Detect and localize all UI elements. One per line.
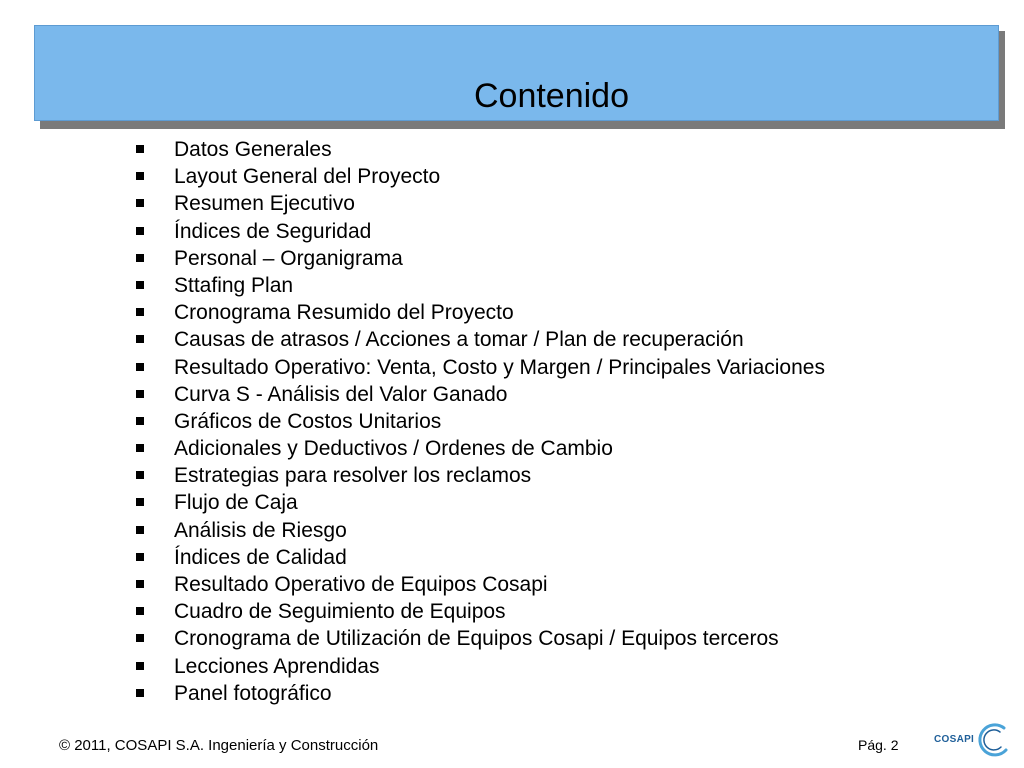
contents-item-label: Cronograma de Utilización de Equipos Cosapi / Equipos terceros	[174, 627, 779, 651]
slide-title: Contenido	[473, 77, 629, 115]
cosapi-logo	[934, 720, 1014, 760]
square-bullet-icon	[136, 634, 144, 642]
contents-item	[136, 245, 825, 272]
contents-item-label: Cuadro de Seguimiento de Equipos	[174, 600, 506, 624]
square-bullet-icon	[136, 498, 144, 506]
contents-item	[136, 462, 825, 489]
square-bullet-icon	[136, 607, 144, 615]
contents-item	[136, 218, 825, 245]
contents-item-label: Cronograma Resumido del Proyecto	[174, 301, 514, 325]
contents-item-label: Índices de Calidad	[174, 545, 347, 569]
square-bullet-icon	[136, 662, 144, 670]
contents-item-label: Estrategias para resolver los reclamos	[174, 464, 532, 488]
contents-item	[136, 163, 825, 190]
contents-item	[136, 136, 825, 163]
contents-item-label: Resumen Ejecutivo	[174, 192, 355, 216]
logo-text: COSAPI	[934, 734, 975, 745]
contents-item-label: Análisis de Riesgo	[174, 518, 347, 542]
contents-item	[136, 435, 825, 462]
contents-item-label: Personal – Organigrama	[174, 246, 403, 270]
contents-item	[136, 653, 825, 680]
title-banner	[34, 25, 999, 121]
square-bullet-icon	[136, 526, 144, 534]
square-bullet-icon	[136, 471, 144, 479]
contents-item	[136, 190, 825, 217]
contents-item	[136, 680, 825, 707]
contents-item	[136, 299, 825, 326]
square-bullet-icon	[136, 390, 144, 398]
contents-list	[136, 136, 825, 707]
footer-copyright: © 2011, COSAPI S.A. Ingeniería y Construcción	[59, 737, 379, 754]
contents-item-label: Gráficos de Costos Unitarios	[174, 409, 442, 433]
contents-item-label: Resultado Operativo de Equipos Cosapi	[174, 573, 548, 596]
square-bullet-icon	[136, 444, 144, 452]
contents-item	[136, 571, 825, 598]
square-bullet-icon	[136, 227, 144, 235]
square-bullet-icon	[136, 145, 144, 153]
square-bullet-icon	[136, 281, 144, 289]
contents-item	[136, 598, 825, 625]
contents-item	[136, 544, 825, 571]
contents-item	[136, 381, 825, 408]
square-bullet-icon	[136, 172, 144, 180]
contents-item	[136, 272, 825, 299]
logo-swoosh-icon	[974, 722, 1012, 758]
square-bullet-icon	[136, 553, 144, 561]
contents-item-label: Índices de Seguridad	[174, 219, 372, 243]
contents-item	[136, 489, 825, 516]
contents-item-label: Flujo de Caja	[174, 491, 298, 515]
square-bullet-icon	[136, 580, 144, 588]
contents-item-label: Layout General del Proyecto	[174, 165, 441, 189]
square-bullet-icon	[136, 335, 144, 343]
contents-item	[136, 517, 825, 544]
page-number: Pág. 2	[858, 737, 899, 753]
contents-item	[136, 354, 825, 381]
contents-item-label: Sttafing Plan	[174, 273, 294, 297]
contents-item-label: Panel fotográfico	[174, 681, 332, 705]
contents-item	[136, 408, 825, 435]
contents-item-label: Resultado Operativo: Venta, Costo y Margen / Principales Variaciones	[174, 355, 825, 379]
square-bullet-icon	[136, 689, 144, 697]
square-bullet-icon	[136, 254, 144, 262]
square-bullet-icon	[136, 417, 144, 425]
square-bullet-icon	[136, 363, 144, 371]
contents-item-label: Datos Generales	[174, 138, 332, 161]
contents-item-label: Curva S - Análisis del Valor Ganado	[174, 382, 508, 406]
square-bullet-icon	[136, 199, 144, 207]
contents-item	[136, 625, 825, 652]
contents-item-label: Adicionales y Deductivos / Ordenes de Cambio	[174, 437, 613, 461]
contents-item-label: Causas de atrasos / Acciones a tomar / Plan de recuperación	[174, 328, 744, 352]
square-bullet-icon	[136, 308, 144, 316]
contents-item	[136, 326, 825, 353]
contents-item-label: Lecciones Aprendidas	[174, 654, 380, 678]
